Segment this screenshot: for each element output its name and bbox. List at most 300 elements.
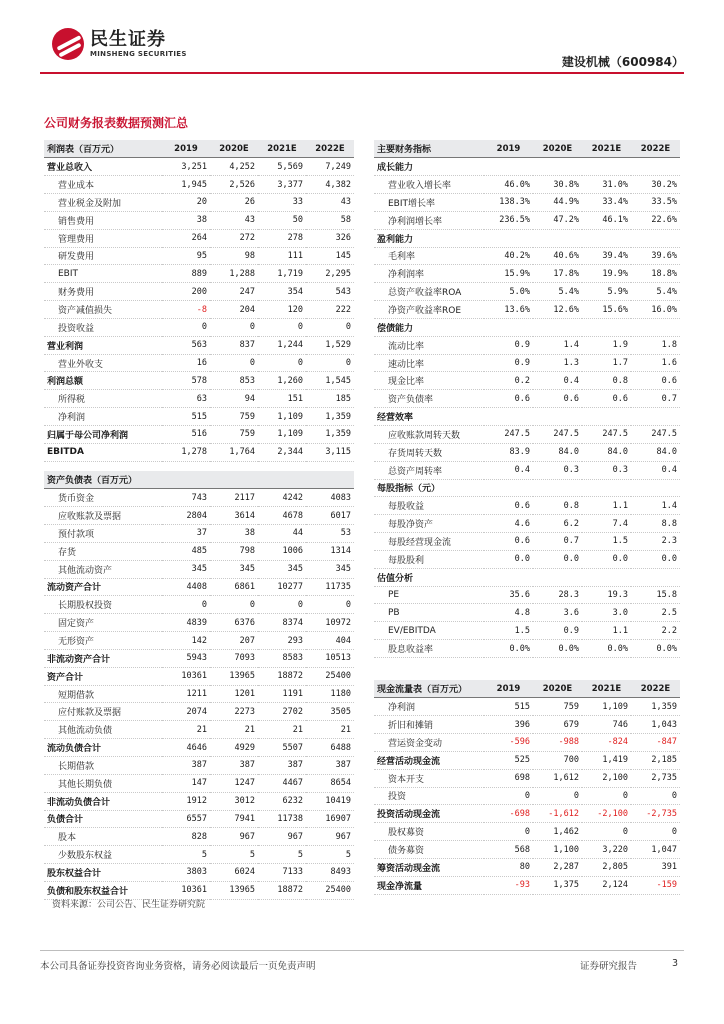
cell-value: 759 [533, 698, 582, 716]
cell-value: 2273 [210, 703, 258, 721]
cell-value: 17.8% [533, 265, 582, 283]
cell-value: 1,612 [533, 769, 582, 787]
row-label: 盈利能力 [374, 229, 484, 247]
company-logo [52, 28, 187, 60]
row-label: 每股收益 [374, 497, 484, 515]
cell-value: 40.6% [533, 247, 582, 265]
row-label: 每股净资产 [374, 515, 484, 533]
cell-value: 5 [306, 846, 354, 864]
row-label: 毛利率 [374, 247, 484, 265]
cell-value: 1,375 [533, 876, 582, 894]
cell-value: 10419 [306, 792, 354, 810]
cell-value: 46.1% [582, 211, 631, 229]
cell-value: 0.7 [533, 533, 582, 551]
logo-cn-text: 民生证券 [90, 28, 166, 50]
table-row [44, 194, 354, 212]
row-label: 净资产收益率ROE [374, 301, 484, 319]
cell-value: 0.6 [533, 390, 582, 408]
cell-value: 0.4 [484, 461, 533, 479]
cell-value: 12.6% [533, 301, 582, 319]
cell-value: 84.0 [582, 443, 631, 461]
cell-value: 18.8% [631, 265, 680, 283]
cell-value: 1,545 [306, 372, 354, 390]
table-row [374, 336, 680, 354]
cell-value: 391 [631, 858, 680, 876]
cell-value: 2.2 [631, 622, 680, 640]
header-title: 资产负债表（百万元） [44, 471, 162, 489]
table-row [44, 596, 354, 614]
cell-value: 0.9 [484, 336, 533, 354]
cell-value [484, 568, 533, 586]
row-label: 经营活动现金流 [374, 751, 484, 769]
cell-value: 0 [582, 787, 631, 805]
cell-value: 1,109 [582, 698, 631, 716]
table-row [44, 560, 354, 578]
cell-value: 247 [210, 283, 258, 301]
cell-value: 4929 [210, 739, 258, 757]
cell-value: 6376 [210, 614, 258, 632]
table-row [374, 265, 680, 283]
row-label: 筹资活动现金流 [374, 858, 484, 876]
table-row [44, 649, 354, 667]
table-row [374, 229, 680, 247]
table-row [44, 443, 354, 461]
row-label: 营运资金变动 [374, 734, 484, 752]
cell-value: 1314 [306, 542, 354, 560]
cell-value: 0 [258, 354, 306, 372]
cell-value: 0.0 [582, 550, 631, 568]
cell-value: 2,344 [258, 443, 306, 461]
cell-value: 2.3 [631, 533, 680, 551]
cell-value: 2,735 [631, 769, 680, 787]
cell-value [631, 479, 680, 497]
cell-value: 0.6 [631, 372, 680, 390]
row-label: 归属于母公司净利润 [44, 426, 162, 444]
cell-value: 0.6 [582, 390, 631, 408]
header-year [306, 471, 354, 489]
cell-value: 5 [258, 846, 306, 864]
cell-value: 264 [162, 229, 210, 247]
table-row [374, 301, 680, 319]
cell-value: 1,043 [631, 716, 680, 734]
cell-value: 33.5% [631, 194, 680, 212]
table-row [374, 408, 680, 426]
table-row [374, 318, 680, 336]
header-year: 2020E [210, 140, 258, 158]
cell-value: 120 [258, 301, 306, 319]
cell-value: 7093 [210, 649, 258, 667]
table-row [44, 301, 354, 319]
cell-value: 0.8 [533, 497, 582, 515]
row-label: 预付款项 [44, 525, 162, 543]
cell-value: 0 [306, 318, 354, 336]
cell-value: 28.3 [533, 586, 582, 604]
table-header-row [44, 140, 354, 158]
cell-value: 1211 [162, 685, 210, 703]
cell-value: 11735 [306, 578, 354, 596]
cell-value: 3,377 [258, 176, 306, 194]
cell-value: 207 [210, 632, 258, 650]
table-row [44, 685, 354, 703]
table-row [44, 542, 354, 560]
table-row [44, 408, 354, 426]
cell-value: 1.8 [631, 336, 680, 354]
cell-value [484, 408, 533, 426]
table-row [374, 158, 680, 176]
row-label: 资本开支 [374, 769, 484, 787]
row-label: 每股股利 [374, 550, 484, 568]
cell-value: -847 [631, 734, 680, 752]
row-label: PB [374, 604, 484, 622]
cell-value: 58 [306, 211, 354, 229]
header-year: 2020E [533, 680, 582, 698]
row-label: 每股经营现金流 [374, 533, 484, 551]
row-label: 资产负债率 [374, 390, 484, 408]
cell-value: 13965 [210, 881, 258, 899]
row-label: EBITDA [44, 443, 162, 461]
row-label: 负债和股东权益合计 [44, 881, 162, 899]
cell-value: 1,260 [258, 372, 306, 390]
cell-value: 7,249 [306, 158, 354, 176]
row-label: 每股指标（元） [374, 479, 484, 497]
cell-value: 0.0% [484, 640, 533, 658]
cell-value: 8493 [306, 864, 354, 882]
cell-value: -8 [162, 301, 210, 319]
cell-value: 0.9 [533, 622, 582, 640]
cell-value: 53 [306, 525, 354, 543]
cell-value: 1,462 [533, 823, 582, 841]
cell-value: 837 [210, 336, 258, 354]
cell-value: 1247 [210, 774, 258, 792]
cell-value: 326 [306, 229, 354, 247]
cell-value: 1191 [258, 685, 306, 703]
cell-value: 485 [162, 542, 210, 560]
footer-report-type: 证券研究报告 [580, 961, 638, 972]
cell-value: 0 [631, 787, 680, 805]
table-row [44, 774, 354, 792]
cell-value: 0.6 [484, 533, 533, 551]
cell-value: 4678 [258, 507, 306, 525]
financial-indicators-table [374, 140, 680, 658]
table-header-row [374, 140, 680, 158]
cell-value: 2702 [258, 703, 306, 721]
table-row [44, 426, 354, 444]
cell-value: 967 [210, 828, 258, 846]
cell-value: 4.6 [484, 515, 533, 533]
cell-value: 10513 [306, 649, 354, 667]
cell-value: 1,359 [631, 698, 680, 716]
row-label: 净利润 [374, 698, 484, 716]
row-label: 估值分析 [374, 568, 484, 586]
table-row [44, 739, 354, 757]
cell-value: 43 [306, 194, 354, 212]
row-label: 其他长期负债 [44, 774, 162, 792]
table-row [44, 336, 354, 354]
row-label: 应付账款及票据 [44, 703, 162, 721]
cell-value: 4646 [162, 739, 210, 757]
cell-value: 853 [210, 372, 258, 390]
cell-value [484, 479, 533, 497]
cell-value: 1,109 [258, 408, 306, 426]
cell-value: 84.0 [631, 443, 680, 461]
row-label: 营业总收入 [44, 158, 162, 176]
cell-value: 1201 [210, 685, 258, 703]
cell-value: 39.4% [582, 247, 631, 265]
cell-value [631, 408, 680, 426]
cell-value: 0.0% [533, 640, 582, 658]
table-row [44, 703, 354, 721]
cell-value: 1.7 [582, 354, 631, 372]
page-number: 3 [672, 958, 679, 969]
cell-value: 44.9% [533, 194, 582, 212]
minsheng-logo-icon [52, 28, 84, 60]
cell-value: 16907 [306, 810, 354, 828]
cell-value: 1.1 [582, 622, 631, 640]
cell-value: 3,115 [306, 443, 354, 461]
table-row [374, 698, 680, 716]
cell-value: 525 [484, 751, 533, 769]
cell-value: 1,278 [162, 443, 210, 461]
cell-value: 578 [162, 372, 210, 390]
cell-value: 278 [258, 229, 306, 247]
cell-value: -824 [582, 734, 631, 752]
row-label: 现金净流量 [374, 876, 484, 894]
cell-value: 2,287 [533, 858, 582, 876]
header-year [162, 471, 210, 489]
cell-value: 1,764 [210, 443, 258, 461]
cell-value [533, 229, 582, 247]
cell-value [533, 158, 582, 176]
row-label: 投资活动现金流 [374, 805, 484, 823]
cell-value: 1.5 [582, 533, 631, 551]
cell-value: 1.5 [484, 622, 533, 640]
table-row [374, 390, 680, 408]
cell-value: 0.6 [484, 497, 533, 515]
row-label: 利润总额 [44, 372, 162, 390]
table-row [374, 479, 680, 497]
row-label: 股权募资 [374, 823, 484, 841]
cell-value: 63 [162, 390, 210, 408]
row-label: 总资产周转率 [374, 461, 484, 479]
cell-value: 13965 [210, 667, 258, 685]
table-row [44, 578, 354, 596]
table-row [374, 515, 680, 533]
cell-value: 3614 [210, 507, 258, 525]
row-label: 其他流动负债 [44, 721, 162, 739]
cell-value: 8583 [258, 649, 306, 667]
cell-value: 10361 [162, 667, 210, 685]
cell-value: 0 [210, 596, 258, 614]
cell-value: 1,288 [210, 265, 258, 283]
cell-value: 3.0 [582, 604, 631, 622]
table-row [44, 318, 354, 336]
cell-value: 21 [258, 721, 306, 739]
cell-value: 0 [306, 354, 354, 372]
table-row [44, 721, 354, 739]
row-label: 流动资产合计 [44, 578, 162, 596]
cell-value: 2,124 [582, 876, 631, 894]
cell-value: 0.0 [631, 550, 680, 568]
row-label: 股本 [44, 828, 162, 846]
cell-value: -2,100 [582, 805, 631, 823]
table-row [44, 265, 354, 283]
row-label: 货币资金 [44, 489, 162, 507]
cell-value: 6557 [162, 810, 210, 828]
table-row [374, 805, 680, 823]
cell-value: 1,244 [258, 336, 306, 354]
table-header-row [374, 680, 680, 698]
table-row [44, 757, 354, 775]
cell-value: 1.3 [533, 354, 582, 372]
cell-value: 11738 [258, 810, 306, 828]
cell-value: 10277 [258, 578, 306, 596]
cell-value: 13.6% [484, 301, 533, 319]
cell-value: 21 [162, 721, 210, 739]
cell-value: 80 [484, 858, 533, 876]
table-row [44, 489, 354, 507]
cell-value: 516 [162, 426, 210, 444]
balance-sheet-table [44, 471, 354, 900]
header-year: 2020E [533, 140, 582, 158]
cell-value: 515 [162, 408, 210, 426]
cell-value: 200 [162, 283, 210, 301]
table-row [374, 586, 680, 604]
cell-value: 19.3 [582, 586, 631, 604]
cell-value: 0.0% [631, 640, 680, 658]
cell-value: 5 [210, 846, 258, 864]
cell-value: 5.0% [484, 283, 533, 301]
footer-divider [40, 950, 684, 951]
cell-value: 6861 [210, 578, 258, 596]
row-label: 长期借款 [44, 757, 162, 775]
row-label: 债务募资 [374, 841, 484, 859]
cell-value: 0 [210, 354, 258, 372]
cell-value: 4083 [306, 489, 354, 507]
cell-value: 746 [582, 716, 631, 734]
table-row [44, 846, 354, 864]
cell-value [484, 158, 533, 176]
row-label: 速动比率 [374, 354, 484, 372]
cell-value: 0.9 [484, 354, 533, 372]
cell-value: 0.0 [484, 550, 533, 568]
cell-value: 0 [162, 596, 210, 614]
table-row [374, 461, 680, 479]
table-row [374, 568, 680, 586]
cell-value: 83.9 [484, 443, 533, 461]
header-year: 2019 [484, 140, 533, 158]
table-row [374, 211, 680, 229]
cell-value: 2,526 [210, 176, 258, 194]
row-label: 销售费用 [44, 211, 162, 229]
cell-value: 1,109 [258, 426, 306, 444]
cell-value: 1.1 [582, 497, 631, 515]
row-label: 营业成本 [44, 176, 162, 194]
cell-value: 0 [306, 596, 354, 614]
table-row [374, 443, 680, 461]
cell-value: 1,945 [162, 176, 210, 194]
cell-value: 3,220 [582, 841, 631, 859]
table-row [374, 823, 680, 841]
cell-value [631, 318, 680, 336]
row-label: 净利润 [44, 408, 162, 426]
cell-value [631, 229, 680, 247]
cell-value: 1006 [258, 542, 306, 560]
row-label: 财务费用 [44, 283, 162, 301]
row-label: 资产合计 [44, 667, 162, 685]
cell-value: 0 [484, 823, 533, 841]
row-label: 总资产收益率ROA [374, 283, 484, 301]
table-row [44, 247, 354, 265]
cell-value: 3,251 [162, 158, 210, 176]
cell-value [582, 568, 631, 586]
cell-value [631, 568, 680, 586]
cell-value: 1,359 [306, 426, 354, 444]
row-label: 负债合计 [44, 810, 162, 828]
row-label: EBIT增长率 [374, 194, 484, 212]
cell-value: 1.9 [582, 336, 631, 354]
table-row [44, 229, 354, 247]
cell-value: 345 [210, 560, 258, 578]
cell-value: -159 [631, 876, 680, 894]
cell-value: 2,805 [582, 858, 631, 876]
table-row [374, 372, 680, 390]
row-label: 应收账款及票据 [44, 507, 162, 525]
cell-value: 15.9% [484, 265, 533, 283]
cell-value: 5.4% [631, 283, 680, 301]
cell-value: 387 [306, 757, 354, 775]
cell-value: 247.5 [582, 426, 631, 444]
row-label: 现金比率 [374, 372, 484, 390]
cell-value: 30.8% [533, 176, 582, 194]
cell-value: 2804 [162, 507, 210, 525]
cell-value: 2117 [210, 489, 258, 507]
cell-value: 142 [162, 632, 210, 650]
cell-value: 0 [631, 823, 680, 841]
cell-value: 15.8 [631, 586, 680, 604]
cell-value: 38 [210, 525, 258, 543]
cell-value: 6017 [306, 507, 354, 525]
cell-value: 0.7 [631, 390, 680, 408]
cell-value: 345 [258, 560, 306, 578]
cell-value: 1.4 [631, 497, 680, 515]
cell-value: -698 [484, 805, 533, 823]
cell-value: 4.8 [484, 604, 533, 622]
cell-value: 6488 [306, 739, 354, 757]
row-label: EBIT [44, 265, 162, 283]
table-row [44, 158, 354, 176]
cell-value [484, 229, 533, 247]
row-label: 流动负债合计 [44, 739, 162, 757]
row-label: 营业收入增长率 [374, 176, 484, 194]
cell-value: 1180 [306, 685, 354, 703]
table-row [374, 858, 680, 876]
header-year: 2022E [631, 140, 680, 158]
cell-value: 84.0 [533, 443, 582, 461]
cell-value: 43 [210, 211, 258, 229]
table-row [374, 876, 680, 894]
header-title: 现金流量表（百万元） [374, 680, 484, 698]
cell-value: 543 [306, 283, 354, 301]
section-title: 公司财务报表数据预测汇总 [44, 116, 189, 130]
table-row [44, 354, 354, 372]
cell-value: 0 [162, 318, 210, 336]
cell-value: 8654 [306, 774, 354, 792]
table-row [374, 716, 680, 734]
row-label: 经营效率 [374, 408, 484, 426]
cell-value: 1.6 [631, 354, 680, 372]
cell-value: 16 [162, 354, 210, 372]
table-row [44, 525, 354, 543]
